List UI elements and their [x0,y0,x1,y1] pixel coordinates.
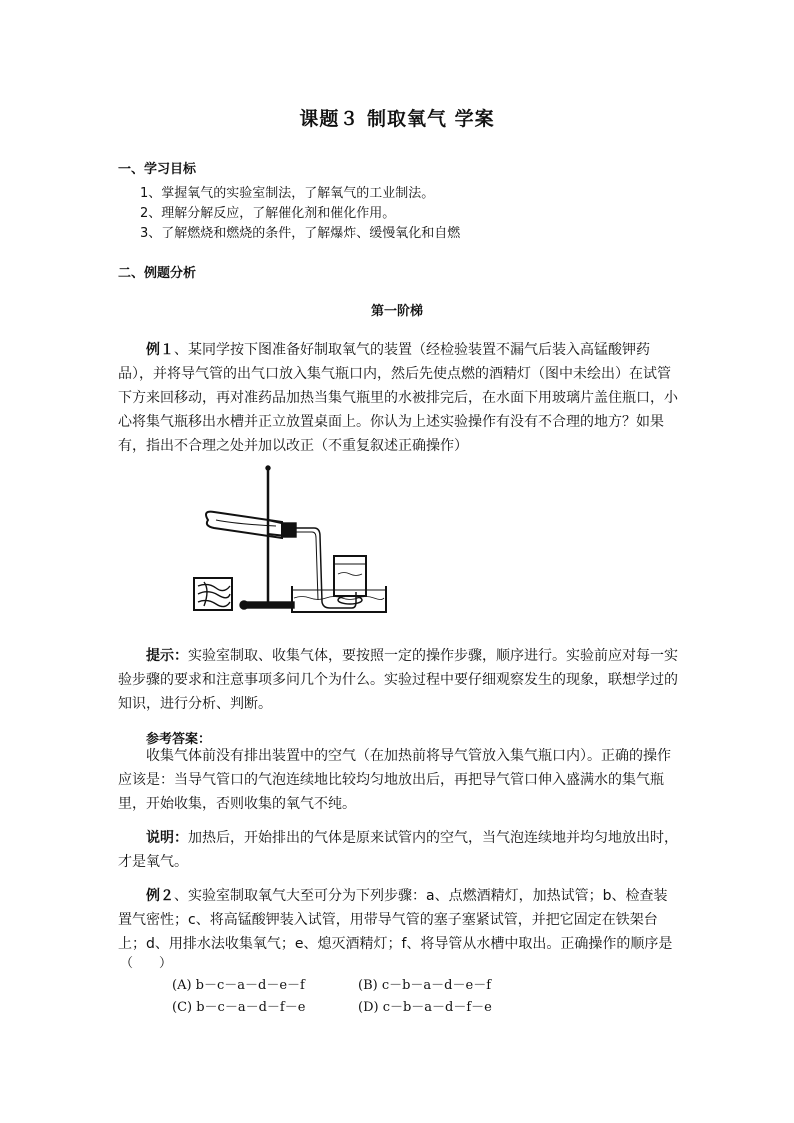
goal-item-1: 1、掌握氧气的实验室制法，了解氧气的工业制法。 [140,186,435,201]
goal-item-2: 2、理解分解反应，了解催化剂和催化作用。 [140,206,396,221]
option-c: (C) b－c－a－d－f－e [172,1000,306,1015]
hint-text: 实验室制取、收集气体，要按照一定的操作步骤，顺序进行。实验前应对每一实验步骤的要求和注意事项多问几个为什么。实验过程中要仔细观察发生的现象，联想学过的知识，进行分析、判断。 [118,648,678,712]
step-heading: 第一阶梯 [370,304,423,319]
example-2-label: 例２ [146,888,174,904]
section-heading-examples: 二、例题分析 [118,266,197,281]
example-1-label: 例１ [146,342,174,358]
answer-text: 收集气体前没有排出装置中的空气（在加热前将导气管放入集气瓶口内）。正确的操作应该是：当导气管口的气泡连续地比较均匀地放出后，再把导气管口伸入盛满水的集气瓶里，开始收集，否则收集的氧气不纯。 [118,748,671,812]
apparatus-figure [186,462,392,614]
note-paragraph [118,826,678,874]
option-a: (A) b－c－a－d－e－f [172,978,305,993]
answer-blank: （ ） [120,956,173,971]
option-b: (B) c－b－a－d－e－f [358,978,492,993]
option-d: (D) c－b－a－d－f－e [358,1000,492,1015]
hint-paragraph [118,644,678,716]
example-1-text: 、某同学按下图准备好制取氧气的装置（经检验装置不漏气后装入高锰酸钾药品），并将导气管的出气口放入集气瓶口内，然后先使点燃的酒精灯（图中未绘出）在试管下方来回移动，再对准药品加热当集气瓶里的水被排完后，在水面下用玻璃片盖住瓶口，小心将集气瓶移出水槽并正立放置桌面上。你认为上述实验操作有没有不合理的地方？如果有，指出不合理之处并加以改正（不重复叙述正确操作） [118,342,678,454]
page-title: 课题３ 制取氧气 学案 [299,108,495,130]
note-text: 加热后，开始排出的气体是原来试管内的空气，当气泡连续地并均匀地放出时，才是氧气。 [118,830,678,870]
example-2-text: 、实验室制取氧气大至可分为下列步骤：a、点燃酒精灯，加热试管；b、检查装置气密性；c、将高锰酸钾装入试管，用带导气管的塞子塞紧试管，并把它固定在铁架台上；d、用排水法收集氧气；e、熄灭酒精灯；f、将导管从水槽中取出。正确操作的顺序是 [118,888,673,952]
goal-item-3: 3、了解燃烧和燃烧的条件，了解爆炸、缓慢氧化和自燃 [140,226,461,241]
hint-label: 提示： [146,648,188,664]
example-1 [118,338,678,458]
answer-label: 参考答案： [146,732,212,747]
example-2 [118,884,678,956]
note-label: 说明： [146,830,188,846]
section-heading-goals: 一、学习目标 [118,162,197,177]
